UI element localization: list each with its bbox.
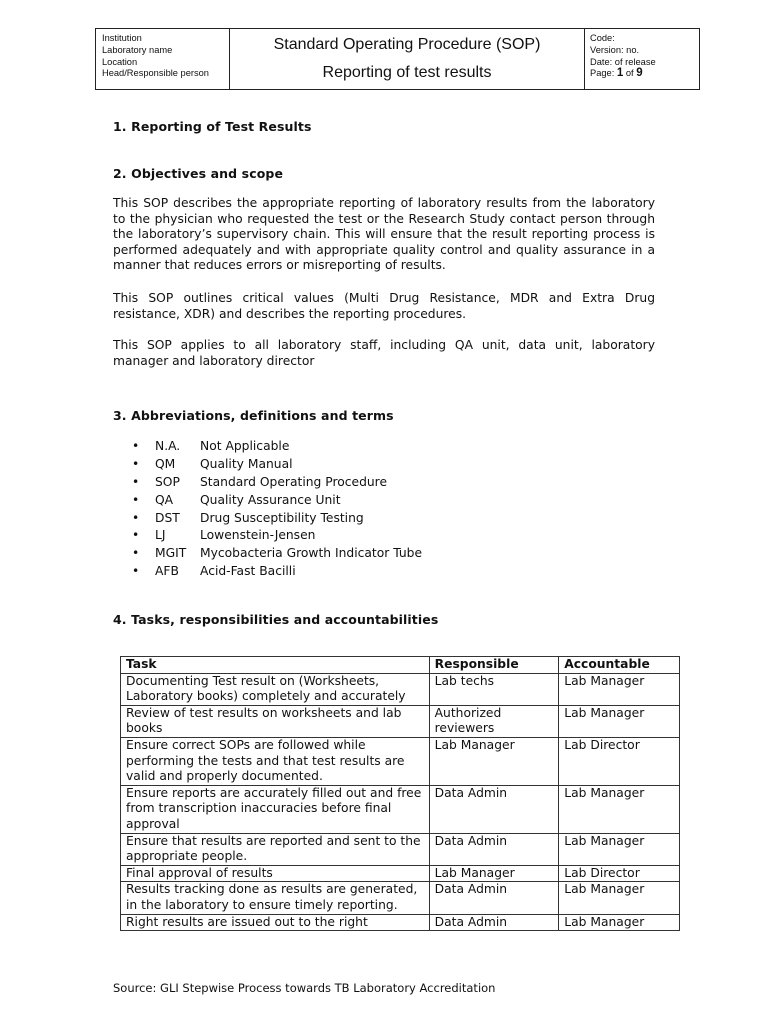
task-cell: Ensure that results are reported and sent to the appropriate people. <box>121 833 430 865</box>
list-item: • MGIT Mycobacteria Growth Indicator Tube <box>132 546 423 561</box>
version-label: Version: no. <box>590 44 640 55</box>
task-cell: Final approval of results <box>121 865 430 882</box>
column-header-task: Task <box>121 657 430 674</box>
document-title: Standard Operating Procedure (SOP) <box>273 36 541 53</box>
column-header-accountable: Accountable <box>559 657 680 674</box>
responsible-cell: Data Admin <box>429 785 559 833</box>
task-cell: Results tracking done as results are generated, in the laboratory to ensure timely reporting. <box>121 882 430 914</box>
table-row <box>121 882 680 914</box>
section-2-heading: 2. Objectives and scope <box>113 166 284 181</box>
responsible-cell: Data Admin <box>429 833 559 865</box>
task-cell: Ensure reports are accurately filled out and free from transcription inaccuracies before final approval <box>121 785 430 833</box>
tasks-table <box>120 656 680 931</box>
list-item: • DST Drug Susceptibility Testing <box>132 510 364 525</box>
paragraph-scope: This SOP applies to all laboratory staff, including QA unit, data unit, laboratory manager and laboratory director <box>113 338 655 368</box>
table-row <box>121 737 680 785</box>
accountable-cell: Lab Manager <box>559 785 680 833</box>
head-responsible-label: Head/Responsible person <box>102 68 209 79</box>
task-cell: Review of test results on worksheets and lab books <box>121 705 430 737</box>
source-note: Source: GLI Stepwise Process towards TB Laboratory Accreditation <box>113 981 496 995</box>
responsible-cell: Data Admin <box>429 882 559 914</box>
task-cell: Ensure correct SOPs are followed while performing the tests and that test results are valid and properly documented. <box>121 737 430 785</box>
header-title-block <box>230 29 585 89</box>
table-row <box>121 673 680 705</box>
section-4-heading: 4. Tasks, responsibilities and accountabilities <box>113 612 439 627</box>
abbreviations-list <box>113 438 422 581</box>
accountable-cell: Lab Manager <box>559 705 680 737</box>
location-label: Location <box>102 56 138 67</box>
institution-info <box>96 29 230 89</box>
section-3-heading: 3. Abbreviations, definitions and terms <box>113 408 394 423</box>
column-header-responsible: Responsible <box>429 657 559 674</box>
task-cell: Right results are issued out to the right <box>121 914 430 931</box>
table-row <box>121 785 680 833</box>
accountable-cell: Lab Director <box>559 865 680 882</box>
table-row <box>121 865 680 882</box>
section-1-heading: 1. Reporting of Test Results <box>113 119 312 134</box>
accountable-cell: Lab Manager <box>559 833 680 865</box>
document-meta <box>585 29 699 89</box>
list-item: • LJ Lowenstein-Jensen <box>132 528 316 543</box>
list-item: • QA Quality Assurance Unit <box>132 492 341 507</box>
paragraph-critical-values: This SOP outlines critical values (Multi Drug Resistance, MDR and Extra Drug resistance, XDR) and describes the reporting procedures. <box>113 291 655 321</box>
list-item: • AFB Acid-Fast Bacilli <box>132 564 296 579</box>
accountable-cell: Lab Manager <box>559 673 680 705</box>
table-header-row <box>121 657 680 674</box>
accountable-cell: Lab Manager <box>559 882 680 914</box>
responsible-cell: Lab Manager <box>429 865 559 882</box>
document-subtitle: Reporting of test results <box>322 64 492 81</box>
table-row <box>121 833 680 865</box>
institution-label: Institution <box>102 33 142 43</box>
responsible-cell: Lab techs <box>429 673 559 705</box>
responsible-cell: Authorized reviewers <box>429 705 559 737</box>
list-item: • SOP Standard Operating Procedure <box>132 474 388 489</box>
table-row <box>121 705 680 737</box>
table-row <box>121 914 680 931</box>
paragraph-objectives: This SOP describes the appropriate reporting of laboratory results from the laboratory to the physician who requested the test or the Research Study contact person through the laboratory’s supervisory chain. This will ensure that the result reporting process is performed adequately and with appropriate quality control and quality assurance in a manner that reduces errors or misreporting of results. <box>113 196 655 273</box>
accountable-cell: Lab Director <box>559 737 680 785</box>
task-cell: Documenting Test result on (Worksheets, Laboratory books) completely and accurately <box>121 673 430 705</box>
date-release-label: Date: of release <box>590 56 656 67</box>
list-item: • QM Quality Manual <box>132 456 293 471</box>
responsible-cell: Data Admin <box>429 914 559 931</box>
laboratory-name-label: Laboratory name <box>102 44 173 55</box>
code-label: Code: <box>590 33 615 43</box>
document-header <box>95 28 700 90</box>
responsible-cell: Lab Manager <box>429 737 559 785</box>
accountable-cell: Lab Manager <box>559 914 680 931</box>
list-item: • N.A. Not Applicable <box>132 439 290 453</box>
page-number: Page: 1 of 9 <box>590 67 643 80</box>
